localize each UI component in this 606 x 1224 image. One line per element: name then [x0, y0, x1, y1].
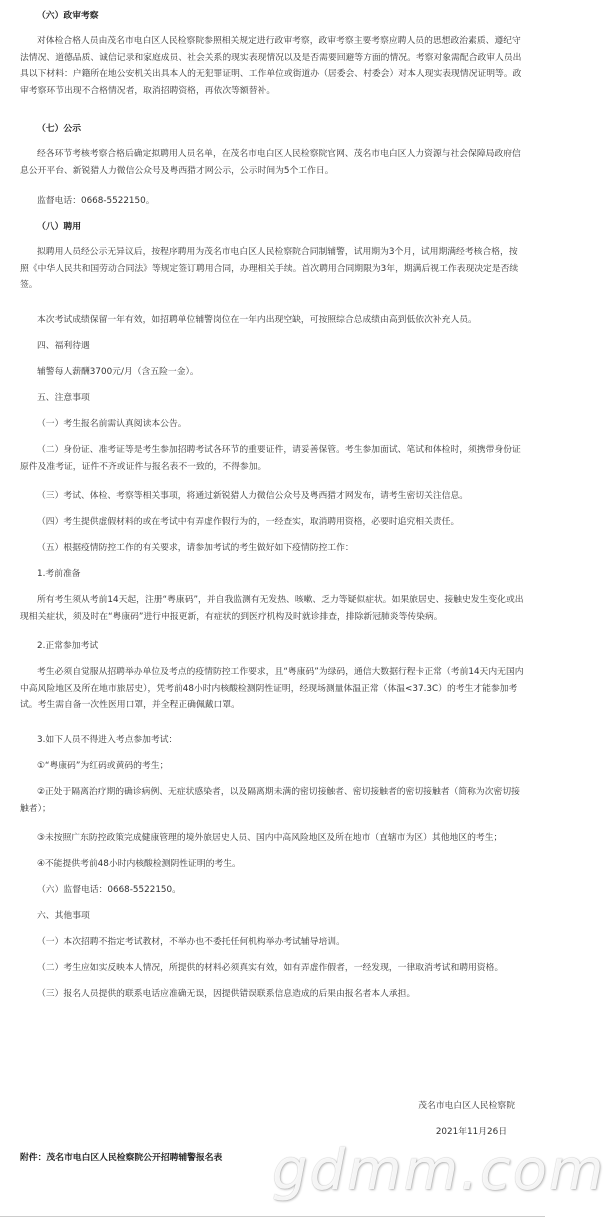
covid-paragraph-preparation: 所有考生须从考前14天起，注册“粤康码”，并自我监测有无发热、咳嗽、乏力等疑似症状。如果旅居史、接触史发生变化或出现相关症状，须及时在“粤康码”进行申报更新，有症状的到医疗机构及时就诊排查，排除新冠肺炎等传染病。 [20, 595, 524, 622]
section-heading-other: 六、其他事项 [37, 911, 90, 921]
section-heading-political-review: （六）政审考察 [37, 11, 99, 21]
supervision-phone-1: 监督电话：0668-5522150。 [37, 196, 155, 206]
supervision-phone-2: （六）监督电话：0668-5522150。 [37, 885, 181, 895]
notes-item-2: （二）身份证、准考证等是考生参加招聘考试各环节的重要证件，请妥善保管。考生参加面试、笔试和体检时，须携带身份证原件及准考证，证件不齐或证件与报名表不一致的，不得参加。 [20, 445, 521, 472]
notes-item-3: （三）考试、体检、考察等相关事项，将通过新锐猎人力微信公众号及粤西猎才网发布，请考生密切关注信息。 [37, 491, 469, 501]
covid-paragraph-normal-exam: 考生必须自觉服从招聘举办单位及考点的疫情防控工作要求，且“粤康码”为绿码，通信大数据行程卡正常（考前14天内无国内中高风险地区及所在地市旅居史），凭考前48小时内核酸检测阴性证明，经现场测量体温正常（体温<37.3C）的考生才能参加考试。考生需自备一次性医用口罩，并全程正确佩戴口罩。 [20, 667, 524, 710]
paragraph-salary: 辅警每人薪酬3700元/月（含五险一金）。 [37, 367, 199, 377]
paragraph-publicity: 经各环节考核考察合格后确定拟聘用人员名单，在茂名市电白区人民检察院官网、茂名市电白区人力资源与社会保障局政府信息公开平台、新锐猎人力微信公众号及粤西猎才网公示，公示时间为5个工作日。 [20, 149, 521, 176]
notes-item-5: （五）根据疫情防控工作的有关要求，请参加考试的考生做好如下疫情防控工作： [37, 543, 354, 553]
covid-heading-excluded: 3.如下人员不得进入考点参加考试： [37, 735, 178, 745]
notes-item-4: （四）考生提供虚假材料的或在考试中有弄虚作假行为的，一经查实，取消聘用资格，必要时追究相关责任。 [37, 517, 460, 527]
covid-excluded-item-4: ④不能提供考前48小时内核酸检测阴性证明的考生。 [37, 859, 241, 869]
other-item-3: （三）报名人员提供的联系电话应准确无误，因提供错误联系信息造成的后果由报名者本人承担。 [37, 989, 416, 999]
signature-organization: 茂名市电白区人民检察院 [418, 1101, 515, 1111]
paragraph-political-review: 对体检合格人员由茂名市电白区人民检察院参照相关规定进行政审考察，政审考察主要考察应聘人员的思想政治素质、遵纪守法情况、道德品质、诚信记录和家庭成员、社会关系的现实表现情况以及是否需要回避等方面的情况。考察对象需配合政审人员出具以下材料：户籍所在地公安机关出具本人的无犯罪证明、工作单位或街道办（居委会、村委会）对本人现实表现情况证明等。政审考察环节出现不合格情况者，取消招聘资格，再依次等额替补。 [20, 36, 522, 96]
notes-item-1: （一）考生报名前需认真阅读本公告。 [37, 419, 187, 429]
paragraph-score-validity: 本次考试成绩保留一年有效，如招聘单位辅警岗位在一年内出现空缺，可按照综合总成绩由高到低依次补充人员。 [37, 315, 477, 325]
other-item-2: （二）考生应如实反映本人情况，所提供的材料必须真实有效，如有弄虚作假者，一经发现，一律取消考试和聘用资格。 [37, 963, 504, 973]
bottom-divider [0, 1216, 545, 1217]
covid-excluded-item-3: ③未按照广东防控政策完成健康管理的境外旅居史人员、国内中高风险地区及所在地市（直辖市为区）其他地区的考生； [37, 833, 503, 843]
section-heading-welfare: 四、福利待遇 [37, 341, 90, 351]
other-item-1: （一）本次招聘不指定考试教材，不举办也不委托任何机构举办考试辅导培训。 [37, 937, 345, 947]
attachment-link[interactable]: 附件：茂名市电白区人民检察院公开招聘辅警报名表 [20, 1153, 223, 1163]
section-heading-publicity: （七）公示 [37, 124, 81, 134]
covid-heading-preparation: 1.考前准备 [37, 569, 81, 579]
paragraph-employment: 拟聘用人员经公示无异议后，按程序聘用为茂名市电白区人民检察院合同制辅警，试用期为3个月，试用期满经考核合格，按照《中华人民共和国劳动合同法》等规定签订聘用合同，办理相关手续。首次聘用合同期限为3年，期满后视工作表现决定是否续签。 [20, 247, 519, 290]
signature-date: 2021年11月26日 [435, 1127, 507, 1137]
covid-heading-normal-exam: 2.正常参加考试 [37, 641, 99, 651]
site-watermark: gdmm.com [272, 1138, 606, 1203]
section-heading-notes: 五、注意事项 [37, 393, 90, 403]
covid-excluded-item-2: ②正处于隔离治疗期的确诊病例、无症状感染者，以及隔离期未满的密切接触者、密切接触者的密切接触者（简称为次密切接触者）； [20, 787, 520, 814]
covid-excluded-item-1: ①“粤康码”为红码或黄码的考生； [37, 761, 169, 771]
section-heading-employment: （八）聘用 [37, 222, 81, 232]
